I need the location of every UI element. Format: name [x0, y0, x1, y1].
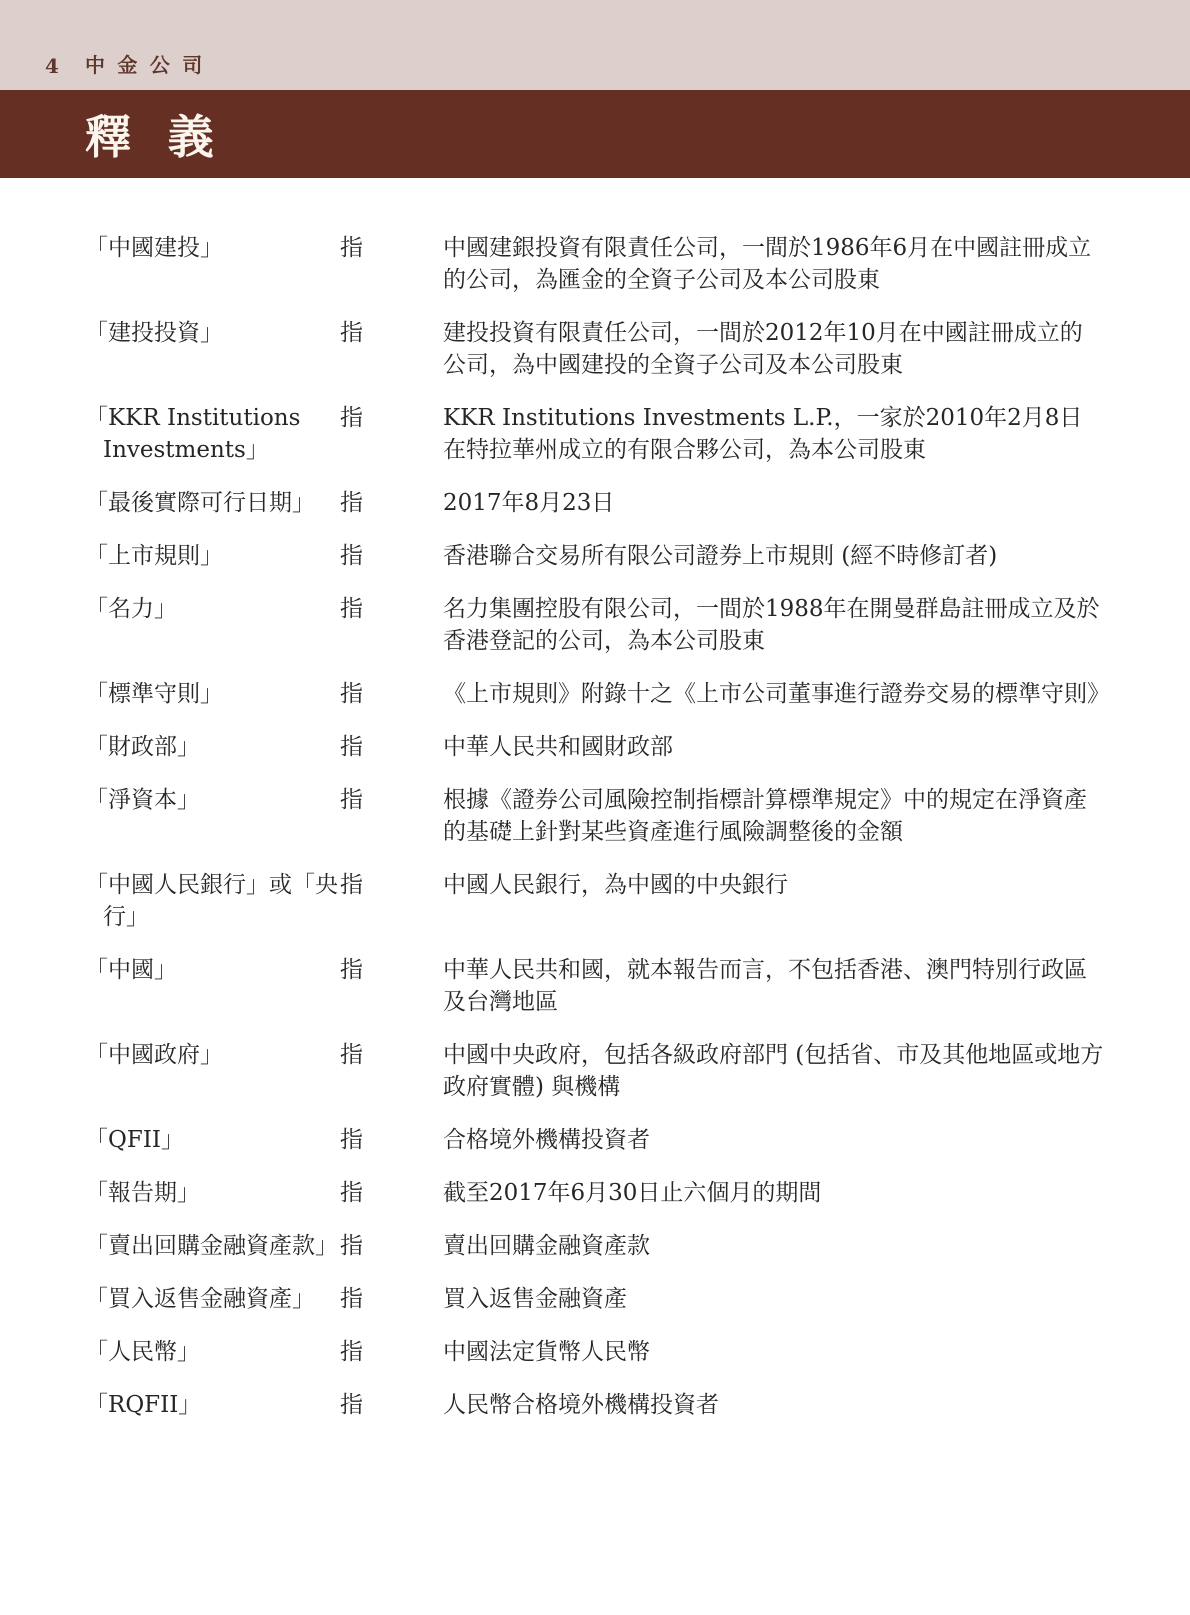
definition-text: 建投投資有限責任公司，一間於2012年10月在中國註冊成立的公司，為中國建投的全資子公司及本公司股東: [443, 320, 1083, 378]
definition-text: 中國人民銀行，為中國的中央銀行: [443, 872, 788, 898]
definition-entry: [85, 1230, 1105, 1262]
definition-entry: [85, 1336, 1105, 1368]
definition-term: 「中國人民銀行」或「央行」: [85, 872, 338, 930]
definition-text: 根據《證券公司風險控制指標計算標準規定》中的規定在淨資產的基礎上針對某些資產進行風險調整後的金額: [443, 787, 1087, 845]
definition-term: 「中國建投」: [85, 235, 223, 261]
definition-text: 名力集團控股有限公司，一間於1988年在開曼群島註冊成立及於香港登記的公司，為本公司股東: [443, 596, 1100, 654]
definition-connector: 指: [340, 320, 363, 346]
definition-entry: [85, 402, 1105, 466]
definition-text: 《上市規則》附錄十之《上市公司董事進行證券交易的標準守則》: [443, 681, 1110, 707]
definition-entry: [85, 1124, 1105, 1156]
definition-connector: 指: [340, 405, 363, 431]
definition-connector: 指: [340, 1392, 363, 1418]
definition-entry: [85, 1039, 1105, 1103]
definition-text: 合格境外機構投資者: [443, 1127, 650, 1153]
definition-text: KKR Institutions Investments L.P.，一家於2010年2月8日在特拉華州成立的有限合夥公司，為本公司股東: [443, 405, 1083, 463]
definition-entry: [85, 954, 1105, 1018]
definition-term: 「人民幣」: [85, 1339, 200, 1365]
definition-term: 「淨資本」: [85, 787, 200, 813]
definition-connector: 指: [340, 1339, 363, 1365]
definition-text: 2017年8月23日: [443, 490, 615, 516]
definition-connector: 指: [340, 1286, 363, 1312]
definition-term: 「中國政府」: [85, 1042, 223, 1068]
definition-term: 「財政部」: [85, 734, 200, 760]
definition-connector: 指: [340, 1127, 363, 1153]
definition-connector: 指: [340, 681, 363, 707]
definition-connector: 指: [340, 235, 363, 261]
definition-connector: 指: [340, 734, 363, 760]
definition-entry: [85, 731, 1105, 763]
definition-text: 中國法定貨幣人民幣: [443, 1339, 650, 1365]
definition-connector: 指: [340, 872, 363, 898]
company-name: 中金公司: [85, 53, 215, 77]
section-title: 釋義: [85, 110, 251, 164]
definition-term: 「上市規則」: [85, 543, 223, 569]
definition-entry: [85, 593, 1105, 657]
definition-entry: [85, 540, 1105, 572]
definition-term: 「名力」: [85, 596, 177, 622]
definition-text: 香港聯合交易所有限公司證券上市規則 (經不時修訂者): [443, 543, 998, 569]
definition-entry: [85, 1283, 1105, 1315]
definition-entry: [85, 317, 1105, 381]
definition-term: 「RQFII」: [85, 1392, 202, 1418]
definition-text: 買入返售金融資產: [443, 1286, 627, 1312]
definition-connector: 指: [340, 957, 363, 983]
definition-term: 「標準守則」: [85, 681, 223, 707]
definition-connector: 指: [340, 1233, 363, 1259]
definition-connector: 指: [340, 490, 363, 516]
definition-text: 中華人民共和國，就本報告而言，不包括香港、澳門特別行政區及台灣地區: [443, 957, 1087, 1015]
section-title-banner: [0, 90, 1190, 178]
definition-term: 「中國」: [85, 957, 177, 983]
definition-term: 「建投投資」: [85, 320, 223, 346]
definition-entry: [85, 487, 1105, 519]
definition-term: 「報告期」: [85, 1180, 200, 1206]
definition-text: 賣出回購金融資產款: [443, 1233, 650, 1259]
definition-text: 中華人民共和國財政部: [443, 734, 673, 760]
definition-connector: 指: [340, 543, 363, 569]
definition-entry: [85, 869, 1105, 933]
definition-term: 「QFII」: [85, 1127, 184, 1153]
definition-term: 「賣出回購金融資產款」: [85, 1233, 338, 1259]
definition-entry: [85, 1177, 1105, 1209]
definition-connector: 指: [340, 596, 363, 622]
definition-term: 「買入返售金融資產」: [85, 1286, 315, 1312]
definition-entry: [85, 1389, 1105, 1421]
definition-entry: [85, 232, 1105, 296]
definition-connector: 指: [340, 787, 363, 813]
definition-connector: 指: [340, 1042, 363, 1068]
page-number: 4: [45, 54, 59, 78]
definitions-list: [0, 178, 1190, 1421]
definition-term: 「KKR Institutions Investments」: [85, 405, 301, 463]
definition-entry: [85, 678, 1110, 710]
definition-entry: [85, 784, 1105, 848]
definition-term: 「最後實際可行日期」: [85, 490, 315, 516]
definition-text: 中國中央政府，包括各級政府部門 (包括省、市及其他地區或地方政府實體) 與機構: [443, 1042, 1104, 1100]
page-header: [0, 0, 1190, 90]
definition-text: 中國建銀投資有限責任公司，一間於1986年6月在中國註冊成立的公司，為匯金的全資子公司及本公司股東: [443, 235, 1092, 293]
definition-connector: 指: [340, 1180, 363, 1206]
definition-text: 截至2017年6月30日止六個月的期間: [443, 1180, 822, 1206]
definition-text: 人民幣合格境外機構投資者: [443, 1392, 719, 1418]
